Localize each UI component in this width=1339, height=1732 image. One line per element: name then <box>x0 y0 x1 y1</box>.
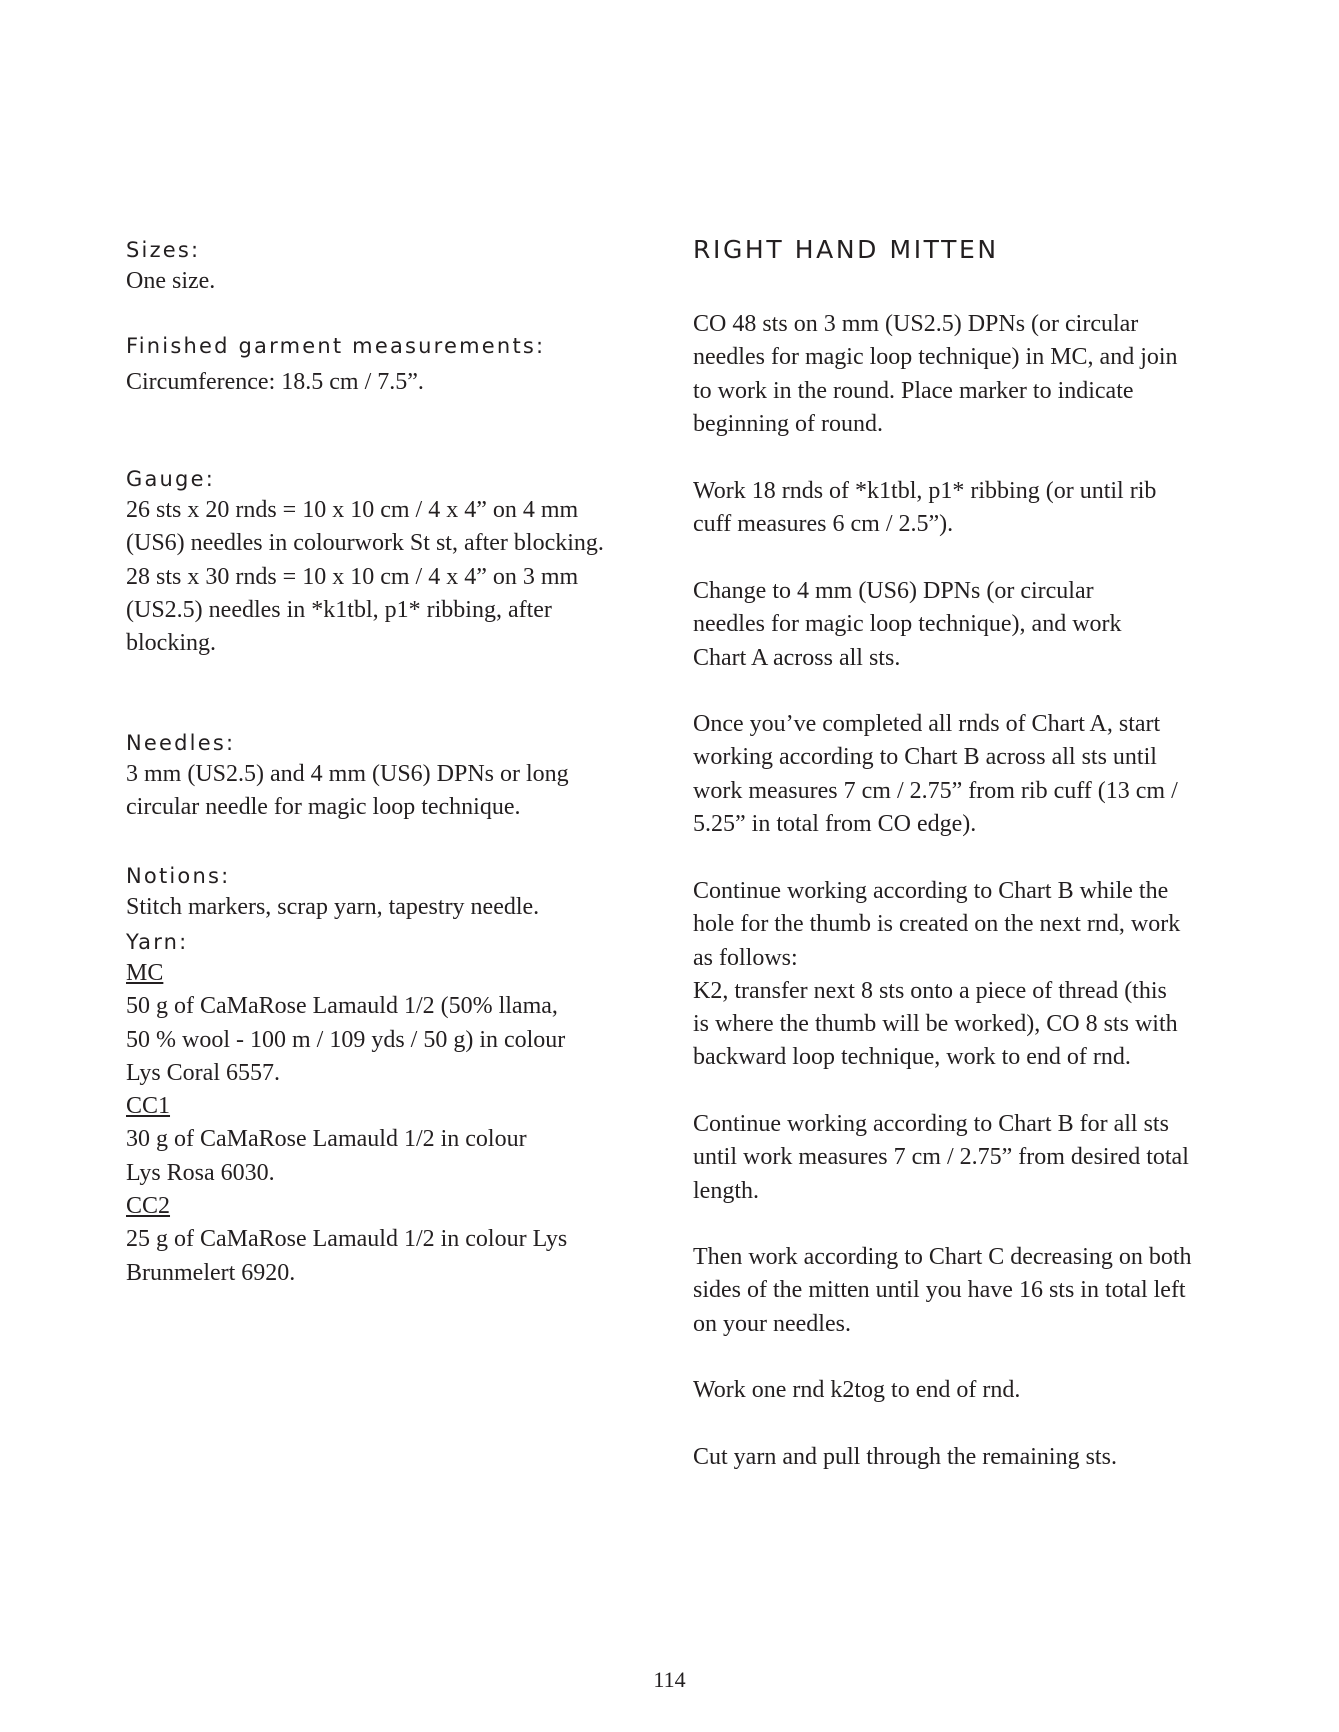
needles-line: 3 mm (US2.5) and 4 mm (US6) DPNs or long <box>126 761 569 787</box>
notions-section <box>126 861 646 924</box>
paragraph-line: needles for magic loop technique) in MC, and join <box>693 344 1178 371</box>
instruction-paragraph <box>693 875 1233 1075</box>
yarn-cc2-line: Brunmelert 6920. <box>126 1259 296 1286</box>
section-heading: RIGHT HAND MITTEN <box>693 235 999 264</box>
paragraph-line: Work one rnd k2tog to end of rnd. <box>693 1377 1021 1403</box>
notions-value: Stitch markers, scrap yarn, tapestry needle. <box>126 894 540 920</box>
gauge-line: 28 sts x 30 rnds = 10 x 10 cm / 4 x 4” on 3 mm <box>126 563 579 590</box>
instruction-paragraph <box>693 1241 1233 1341</box>
gauge-line: (US6) needles in colourwork St st, after blocking. <box>126 530 604 557</box>
instruction-paragraph <box>693 1441 1233 1474</box>
yarn-mc-label: MC <box>126 960 164 986</box>
yarn-label: Yarn: <box>126 930 189 954</box>
yarn-mc-line: Lys Coral 6557. <box>126 1059 280 1086</box>
instruction-paragraph <box>693 308 1233 441</box>
needles-label: Needles: <box>126 731 236 755</box>
paragraph-line: as follows: <box>693 944 798 971</box>
paragraph-line: sides of the mitten until you have 16 sts in total left <box>693 1277 1186 1304</box>
needles-section <box>126 728 646 825</box>
paragraph-line: Then work according to Chart C decreasing on both <box>693 1244 1192 1270</box>
paragraph-line: backward loop technique, work to end of rnd. <box>693 1044 1131 1071</box>
yarn-mc-line: 50 g of CaMaRose Lamauld 1/2 (50% llama, <box>126 993 558 1020</box>
notions-label: Notions: <box>126 864 231 888</box>
instruction-paragraph <box>693 708 1233 841</box>
yarn-cc1-line: Lys Rosa 6030. <box>126 1159 275 1186</box>
paragraph-line: hole for the thumb is created on the next rnd, work <box>693 911 1181 938</box>
paragraph-line: beginning of round. <box>693 410 883 437</box>
paragraph-line: is where the thumb will be worked), CO 8 sts with <box>693 1011 1178 1038</box>
yarn-cc1-label: CC1 <box>126 1093 171 1120</box>
paragraph-line: cuff measures 6 cm / 2.5”). <box>693 511 954 538</box>
measurements-value: Circumference: 18.5 cm / 7.5”. <box>126 369 424 395</box>
yarn-section <box>126 927 646 1290</box>
instruction-paragraph <box>693 1374 1233 1407</box>
paragraph-line: working according to Chart B across all sts until <box>693 744 1157 771</box>
paragraph-line: 5.25” in total from CO edge). <box>693 810 977 837</box>
measurements-section <box>126 331 646 399</box>
paragraph-line: Continue working according to Chart B while the <box>693 878 1169 904</box>
paragraph-line: Work 18 rnds of *k1tbl, p1* ribbing (or until rib <box>693 478 1157 504</box>
instruction-paragraph <box>693 1108 1233 1208</box>
page-number: 114 <box>653 1667 686 1692</box>
sizes-value: One size. <box>126 268 216 294</box>
paragraph-line: K2, transfer next 8 sts onto a piece of thread (this <box>693 977 1167 1004</box>
yarn-mc-line: 50 % wool - 100 m / 109 yds / 50 g) in colour <box>126 1026 566 1053</box>
paragraph-line: work measures 7 cm / 2.75” from rib cuff (13 cm / <box>693 777 1178 804</box>
paragraph-line: CO 48 sts on 3 mm (US2.5) DPNs (or circular <box>693 311 1139 337</box>
paragraph-line: Chart A across all sts. <box>693 644 901 671</box>
gauge-line: (US2.5) needles in *k1tbl, p1* ribbing, after <box>126 596 552 623</box>
yarn-cc1-line: 30 g of CaMaRose Lamauld 1/2 in colour <box>126 1126 527 1153</box>
yarn-cc2-line: 25 g of CaMaRose Lamauld 1/2 in colour Lys <box>126 1226 568 1253</box>
gauge-section <box>126 464 646 660</box>
instruction-paragraph <box>693 475 1233 542</box>
sizes-section <box>126 235 646 298</box>
paragraph-line: needles for magic loop technique), and work <box>693 611 1122 638</box>
paragraph-line: on your needles. <box>693 1310 851 1337</box>
paragraph-line: Cut yarn and pull through the remaining sts. <box>693 1444 1117 1470</box>
yarn-cc2-label: CC2 <box>126 1193 171 1220</box>
measurements-label: Finished garment measurements: <box>126 334 546 358</box>
instruction-paragraph <box>693 575 1233 675</box>
paragraph-line: Change to 4 mm (US6) DPNs (or circular <box>693 578 1094 604</box>
needles-line: circular needle for magic loop technique. <box>126 794 521 821</box>
gauge-line: blocking. <box>126 630 216 657</box>
paragraph-line: Continue working according to Chart B for all sts <box>693 1111 1169 1137</box>
paragraph-line: length. <box>693 1177 759 1204</box>
paragraph-line: to work in the round. Place marker to indicate <box>693 377 1134 404</box>
paragraph-line: until work measures 7 cm / 2.75” from desired total <box>693 1144 1189 1171</box>
gauge-line: 26 sts x 20 rnds = 10 x 10 cm / 4 x 4” on 4 mm <box>126 497 579 523</box>
sizes-label: Sizes: <box>126 238 201 262</box>
paragraph-line: Once you’ve completed all rnds of Chart A, start <box>693 711 1161 737</box>
gauge-label: Gauge: <box>126 467 215 491</box>
